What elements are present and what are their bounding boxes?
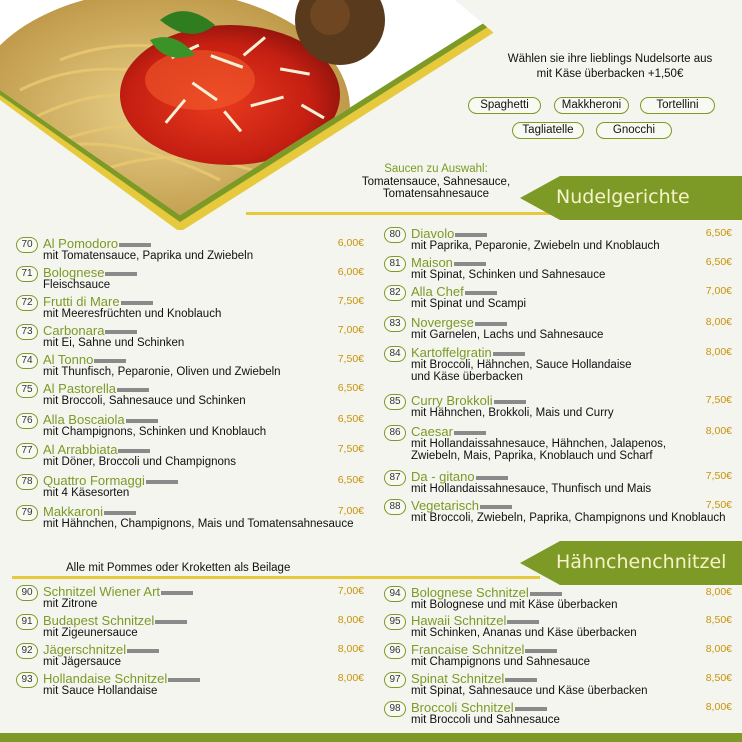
- item-description: [43, 456, 236, 468]
- item-number: 88: [384, 499, 406, 515]
- item-description-line: mit Thunfisch, Peparonie, Oliven und Zwiebeln: [43, 366, 281, 378]
- redaction-bar: [493, 352, 525, 356]
- item-description: [43, 366, 281, 378]
- item-number: 84: [384, 346, 406, 362]
- item-price: 7,50€: [337, 295, 364, 307]
- intro-line-2: mit Käse überbacken +1,50€: [536, 68, 684, 80]
- item-description: [43, 279, 110, 291]
- item-price: 7,50€: [705, 499, 732, 511]
- redaction-bar: [117, 388, 149, 392]
- item-name-row: [411, 671, 537, 686]
- item-description: [43, 627, 138, 639]
- item-number: 94: [384, 586, 406, 602]
- item-name-row: [43, 473, 178, 488]
- item-number: 83: [384, 316, 406, 332]
- item-description-line: mit Broccoli, Zwiebeln, Paprika, Champignons und Knoblauch: [411, 512, 726, 524]
- item-name-row: [411, 345, 525, 360]
- divider-line: [12, 576, 540, 579]
- item-description-line: Fleischsauce: [43, 279, 111, 291]
- redaction-bar: [480, 505, 512, 509]
- item-description: [411, 714, 560, 726]
- item-name: Alla Boscaiola: [43, 412, 125, 427]
- item-number: 86: [384, 425, 406, 441]
- item-description: [411, 438, 666, 462]
- item-name: Jägerschnitzel: [43, 642, 127, 657]
- item-number: 82: [384, 285, 406, 301]
- section-title-haehnchen: Hähnchenchnitzel: [556, 551, 727, 573]
- item-name-row: [411, 424, 486, 439]
- section-banner-haehnchen: [520, 541, 742, 585]
- item-price: 7,00€: [705, 285, 732, 297]
- item-name: Da - gitano: [411, 469, 475, 484]
- item-name: Budapest Schnitzel: [43, 613, 155, 628]
- item-name-row: [411, 498, 512, 513]
- item-description-line: mit Meeresfrüchten und Knoblauch: [43, 308, 222, 320]
- sauce-choices: [346, 163, 526, 201]
- pasta-option-gnocchi: Gnocchi: [596, 122, 672, 139]
- item-name: Makkaroni: [43, 504, 103, 519]
- item-name: Al Tonno: [43, 352, 94, 367]
- item-description-line: mit Broccoli, Sahnesauce und Schinken: [43, 395, 246, 407]
- item-price: 7,50€: [337, 443, 364, 455]
- redaction-bar: [94, 359, 126, 363]
- item-name: Spinat Schnitzel: [411, 671, 505, 686]
- pasta-choice-intro: [480, 52, 740, 82]
- item-description: [411, 359, 632, 383]
- item-price: 7,50€: [705, 394, 732, 406]
- redaction-bar: [121, 301, 153, 305]
- item-number: 73: [16, 324, 38, 340]
- item-price: 7,00€: [337, 585, 364, 597]
- sauce-line-1: Tomatensauce, Sahnesauce,: [361, 175, 511, 188]
- item-name-row: [411, 226, 487, 241]
- item-description-line: mit Hähnchen, Brokkoli, Mais und Curry: [411, 407, 614, 419]
- item-name: Broccoli Schnitzel: [411, 700, 514, 715]
- pasta-option-tortellini: Tortellini: [640, 97, 715, 114]
- item-name-row: [43, 265, 137, 280]
- item-name: Bolognese: [43, 265, 105, 280]
- item-description: [411, 656, 590, 668]
- item-name: Al Pomodoro: [43, 236, 119, 251]
- item-name-row: [43, 671, 200, 686]
- item-description: [411, 599, 617, 611]
- item-name: Vegetarisch: [411, 498, 479, 513]
- item-description-line: Zwiebeln, Mais, Paprika, Knoblauch und Scharf: [411, 450, 653, 462]
- redaction-bar: [454, 431, 486, 435]
- item-description: [43, 518, 353, 530]
- item-name-row: [43, 442, 150, 457]
- sauce-title: Saucen zu Auswahl:: [384, 163, 488, 175]
- item-name-row: [411, 284, 497, 299]
- item-description: [43, 308, 221, 320]
- redaction-bar: [494, 400, 526, 404]
- redaction-bar: [104, 511, 136, 515]
- item-description: [411, 627, 637, 639]
- item-description-line: mit Sauce Hollandaise: [43, 685, 158, 697]
- item-description-line: mit Champignons und Sahnesauce: [411, 656, 591, 668]
- item-description-line: mit Hollandaissahnesauce, Hähnchen, Jalapenos,: [411, 438, 667, 450]
- item-number: 79: [16, 505, 38, 521]
- item-name-row: [43, 412, 158, 427]
- item-description-line: mit Bolognese und mit Käse überbacken: [411, 599, 618, 611]
- item-description: [411, 240, 660, 252]
- item-description-line: mit Zitrone: [43, 598, 98, 610]
- redaction-bar: [155, 620, 187, 624]
- item-name-row: [43, 294, 153, 309]
- item-price: 6,50€: [705, 227, 732, 239]
- item-description-line: mit Spinat, Sahnesauce und Käse überbacken: [411, 685, 648, 697]
- intro-line-1: Wählen sie ihre lieblings Nudelsorte aus: [507, 53, 713, 65]
- item-name: Carbonara: [43, 323, 105, 338]
- item-name: Novergese: [411, 315, 474, 330]
- item-price: 8,00€: [337, 614, 364, 626]
- item-name: Al Pastorella: [43, 381, 116, 396]
- bottom-bar: [0, 733, 742, 742]
- item-description-line: mit Spinat und Scampi: [411, 298, 527, 310]
- item-description-line: und Käse überbacken: [411, 371, 523, 383]
- item-price: 8,00€: [705, 586, 732, 598]
- item-description: [411, 407, 614, 419]
- item-number: 92: [16, 643, 38, 659]
- section-title-nudelgerichte: Nudelgerichte: [556, 186, 690, 208]
- redaction-bar: [505, 678, 537, 682]
- item-number: 71: [16, 266, 38, 282]
- item-name: Caesar: [411, 424, 453, 439]
- redaction-bar: [119, 243, 151, 247]
- item-number: 80: [384, 227, 406, 243]
- item-number: 95: [384, 614, 406, 630]
- redaction-bar: [525, 649, 557, 653]
- item-name: Curry Brokkoli: [411, 393, 493, 408]
- item-name: Frutti di Mare: [43, 294, 120, 309]
- item-description: [43, 426, 266, 438]
- item-description-line: mit Spinat, Schinken und Sahnesauce: [411, 269, 606, 281]
- item-description-line: mit Broccoli und Sahnesauce: [411, 714, 560, 726]
- redaction-bar: [465, 291, 497, 295]
- item-description-line: mit Champignons, Schinken und Knoblauch: [43, 426, 267, 438]
- redaction-bar: [455, 233, 487, 237]
- item-number: 74: [16, 353, 38, 369]
- item-name-row: [43, 352, 126, 367]
- item-number: 76: [16, 413, 38, 429]
- item-name: Alla Chef: [411, 284, 464, 299]
- item-price: 8,00€: [337, 672, 364, 684]
- redaction-bar: [475, 322, 507, 326]
- item-description: [411, 483, 651, 495]
- item-name-row: [43, 584, 193, 599]
- redaction-bar: [530, 592, 562, 596]
- item-description: [411, 329, 603, 341]
- item-price: 8,00€: [705, 346, 732, 358]
- item-price: 7,00€: [337, 505, 364, 517]
- item-name-row: [411, 393, 526, 408]
- redaction-bar: [515, 707, 547, 711]
- item-price: 7,50€: [705, 470, 732, 482]
- item-name-row: [411, 255, 486, 270]
- item-description-line: mit Ei, Sahne und Schinken: [43, 337, 185, 349]
- item-price: 7,00€: [337, 324, 364, 336]
- item-name: Hollandaise Schnitzel: [43, 671, 168, 686]
- redaction-bar: [507, 620, 539, 624]
- item-number: 90: [16, 585, 38, 601]
- item-description-line: mit Döner, Broccoli und Champignons: [43, 456, 237, 468]
- redaction-bar: [126, 419, 158, 423]
- item-description: [411, 685, 648, 697]
- item-price: 8,00€: [705, 316, 732, 328]
- item-price: 6,50€: [705, 256, 732, 268]
- item-description: [411, 512, 726, 524]
- item-name-row: [43, 381, 149, 396]
- item-price: 8,50€: [705, 672, 732, 684]
- item-price: 8,00€: [705, 643, 732, 655]
- item-price: 6,50€: [337, 382, 364, 394]
- item-description: [43, 487, 129, 499]
- item-name: Bolognese Schnitzel: [411, 585, 529, 600]
- item-number: 91: [16, 614, 38, 630]
- item-number: 98: [384, 701, 406, 717]
- item-number: 75: [16, 382, 38, 398]
- item-description: [43, 598, 97, 610]
- item-number: 78: [16, 474, 38, 490]
- item-name: Hawaii Schnitzel: [411, 613, 507, 628]
- item-description-line: mit Zigeunersauce: [43, 627, 138, 639]
- item-price: 8,00€: [705, 701, 732, 713]
- item-description: [43, 250, 253, 262]
- redaction-bar: [168, 678, 200, 682]
- item-description: [43, 685, 157, 697]
- item-name-row: [43, 642, 159, 657]
- item-number: 81: [384, 256, 406, 272]
- item-description-line: mit Jägersauce: [43, 656, 121, 668]
- sauce-line-2: Tomatensahnesauce: [382, 188, 490, 200]
- section-banner-nudelgerichte: [520, 176, 742, 220]
- item-name-row: [411, 700, 547, 715]
- item-price: 6,50€: [337, 413, 364, 425]
- item-name-row: [411, 613, 539, 628]
- item-description: [43, 395, 246, 407]
- item-price: 7,50€: [337, 353, 364, 365]
- item-name-row: [43, 613, 187, 628]
- item-number: 93: [16, 672, 38, 688]
- item-price: 6,00€: [337, 266, 364, 278]
- item-name: Diavolo: [411, 226, 455, 241]
- item-description-line: mit 4 Käsesorten: [43, 487, 130, 499]
- item-name-row: [43, 323, 137, 338]
- item-price: 6,00€: [337, 237, 364, 249]
- item-description-line: mit Broccoli, Hähnchen, Sauce Hollandaise: [411, 359, 632, 371]
- item-number: 87: [384, 470, 406, 486]
- item-price: 8,00€: [337, 643, 364, 655]
- redaction-bar: [105, 330, 137, 334]
- redaction-bar: [105, 272, 137, 276]
- item-description-line: mit Garnelen, Lachs und Sahnesauce: [411, 329, 604, 341]
- item-name-row: [411, 585, 562, 600]
- item-description-line: mit Hollandaissahnesauce, Thunfisch und Mais: [411, 483, 652, 495]
- item-price: 6,50€: [337, 474, 364, 486]
- item-number: 97: [384, 672, 406, 688]
- item-name: Schnitzel Wiener Art: [43, 584, 161, 599]
- item-name-row: [411, 642, 557, 657]
- redaction-bar: [127, 649, 159, 653]
- redaction-bar: [454, 262, 486, 266]
- item-number: 72: [16, 295, 38, 311]
- item-number: 77: [16, 443, 38, 459]
- item-number: 85: [384, 394, 406, 410]
- item-name: Quattro Formaggi: [43, 473, 145, 488]
- pasta-option-spaghetti: Spaghetti: [468, 97, 541, 114]
- item-description: [411, 269, 605, 281]
- redaction-bar: [118, 449, 150, 453]
- item-number: 96: [384, 643, 406, 659]
- item-description: [411, 298, 526, 310]
- side-dish-note: Alle mit Pommes oder Kroketten als Beilage: [66, 562, 291, 574]
- item-number: 70: [16, 237, 38, 253]
- item-description-line: mit Hähnchen, Champignons, Mais und Tomatensahnesauce: [43, 518, 354, 530]
- item-name-row: [411, 469, 508, 484]
- item-price: 8,00€: [705, 425, 732, 437]
- item-price: 8,50€: [705, 614, 732, 626]
- item-description-line: mit Schinken, Ananas und Käse überbacken: [411, 627, 637, 639]
- item-name: Maison: [411, 255, 453, 270]
- redaction-bar: [146, 480, 178, 484]
- item-name-row: [411, 315, 507, 330]
- pasta-option-makkheroni: Makkheroni: [554, 97, 629, 114]
- item-name: Al Arrabbiata: [43, 442, 118, 457]
- pasta-option-tagliatelle: Tagliatelle: [512, 122, 584, 139]
- item-name: Kartoffelgratin: [411, 345, 492, 360]
- item-name-row: [43, 504, 136, 519]
- item-name-row: [43, 236, 151, 251]
- redaction-bar: [476, 476, 508, 480]
- item-description: [43, 337, 184, 349]
- item-description-line: mit Paprika, Peparonie, Zwiebeln und Knoblauch: [411, 240, 660, 252]
- item-description-line: mit Tomatensauce, Paprika und Zwiebeln: [43, 250, 254, 262]
- item-name: Francaise Schnitzel: [411, 642, 525, 657]
- redaction-bar: [161, 591, 193, 595]
- item-description: [43, 656, 121, 668]
